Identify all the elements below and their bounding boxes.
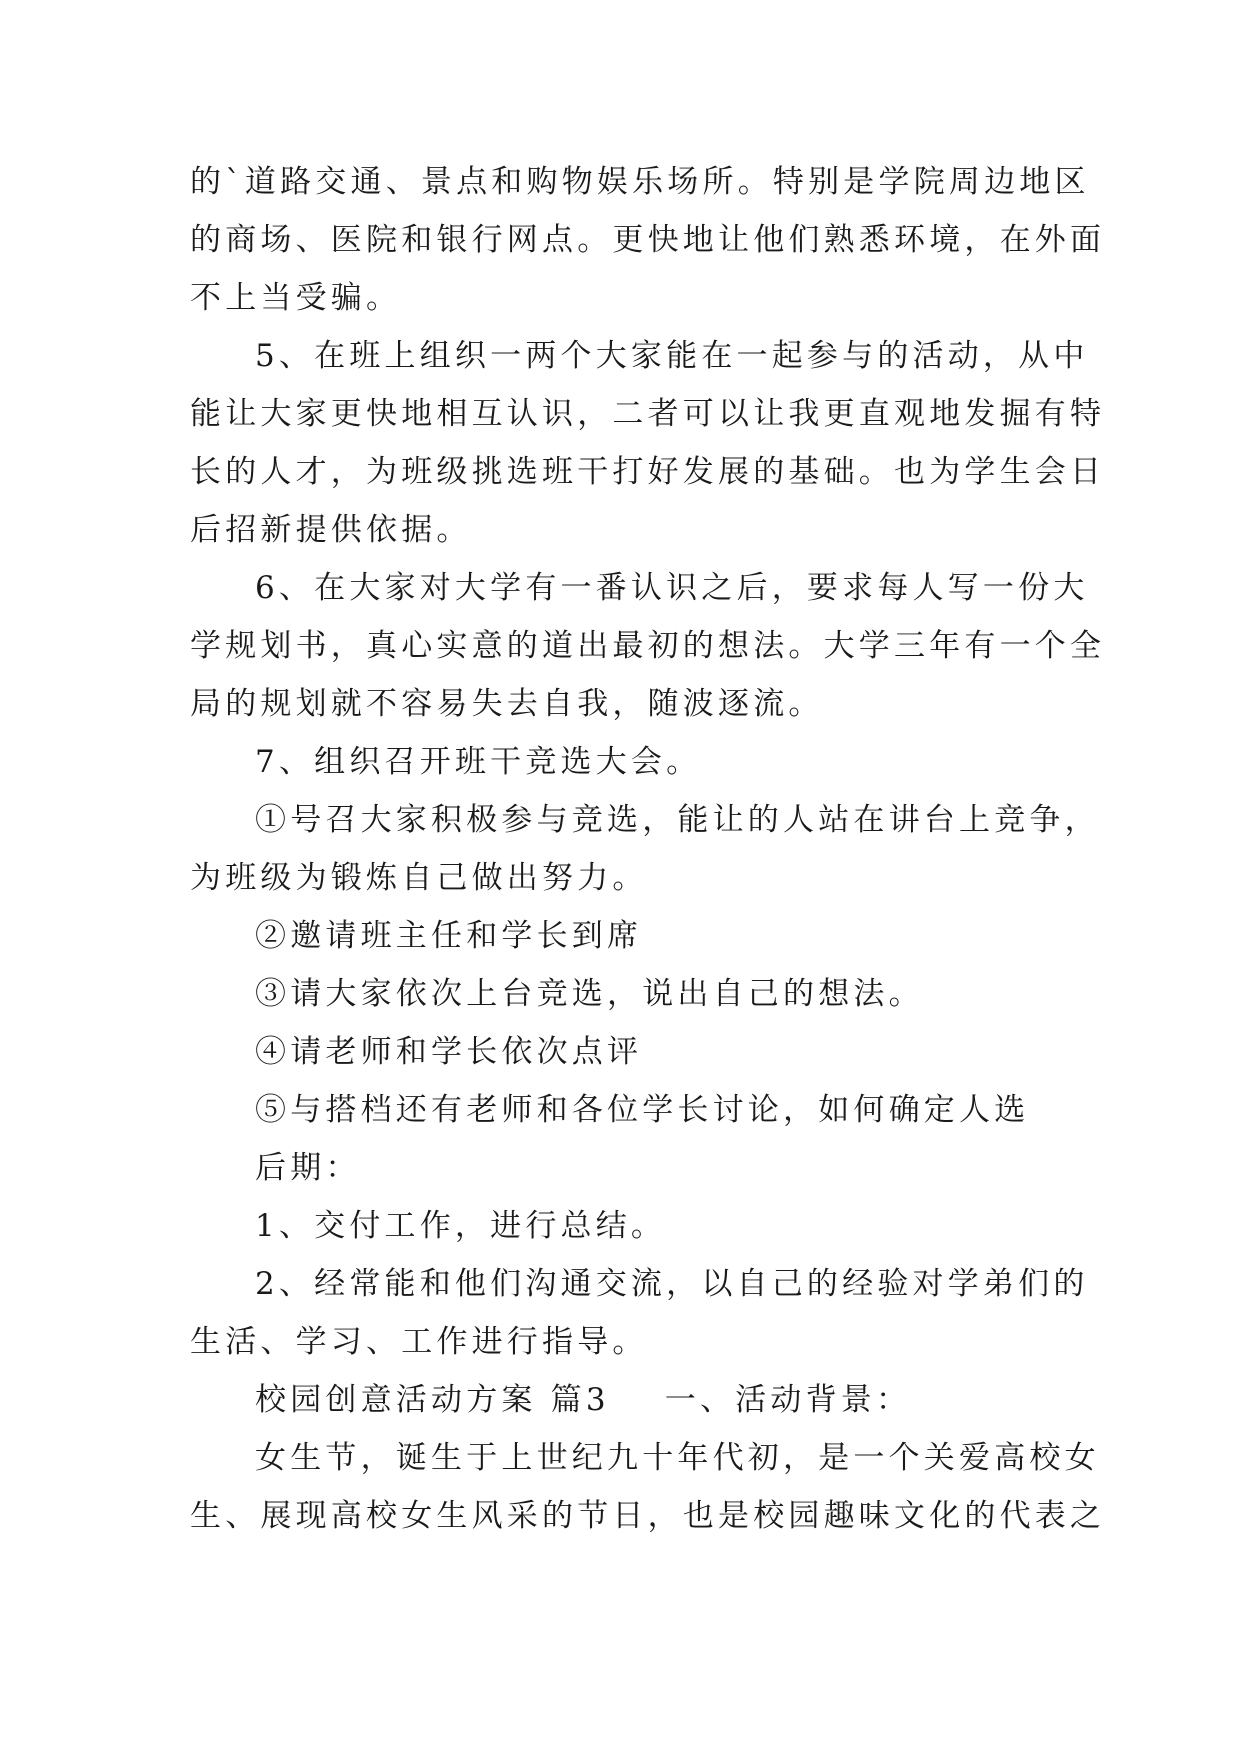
paragraph-line: 女生节，诞生于上世纪九十年代初，是一个关爱高校女 (255, 1440, 1100, 1476)
text-line: 不上当受骗。 (190, 280, 402, 316)
section-heading: 一、活动背景： (664, 1382, 912, 1418)
paragraph-line: 1、交付工作，进行总结。 (255, 1208, 667, 1244)
article-title: 校园创意活动方案 篇3 (255, 1382, 610, 1418)
text-line: 的`道路交通、景点和购物娱乐场所。特别是学院周边地区 (190, 164, 1090, 200)
text-line: 后招新提供依据。 (190, 512, 472, 548)
text-line: 生活、学习、工作进行指导。 (190, 1324, 648, 1360)
list-item-line: ①号召大家积极参与竞选，能让的人站在讲台上竞争， (255, 802, 1100, 838)
paragraph-line: 2、经常能和他们沟通交流，以自己的经验对学弟们的 (255, 1266, 1089, 1302)
text-line: 为班级为锻炼自己做出努力。 (190, 860, 648, 896)
text-line: 生、展现高校女生风采的节日，也是校园趣味文化的代表之 (190, 1498, 1106, 1534)
text-line: 学规划书，真心实意的道出最初的想法。大学三年有一个全 (190, 628, 1106, 664)
paragraph-line: 5、在班上组织一两个大家能在一起参与的活动，从中 (255, 338, 1089, 374)
list-item-line: ④请老师和学长依次点评 (255, 1034, 643, 1070)
list-item-line: ②邀请班主任和学长到席 (255, 918, 643, 954)
paragraph-line: 7、组织召开班干竞选大会。 (255, 744, 702, 780)
document-heading-line (255, 1380, 911, 1420)
list-item-line: ③请大家依次上台竞选，说出自己的想法。 (255, 976, 924, 1012)
text-line: 局的规划就不容易失去自我，随波逐流。 (190, 686, 824, 722)
list-item-line: ⑤与搭档还有老师和各位学长讨论，如何确定人选 (255, 1092, 1030, 1128)
text-line: 长的人才，为班级挑选班干打好发展的基础。也为学生会日 (190, 454, 1106, 490)
text-line: 的商场、医院和银行网点。更快地让他们熟悉环境，在外面 (190, 222, 1106, 258)
paragraph-line: 6、在大家对大学有一番认识之后，要求每人写一份大 (255, 570, 1089, 606)
text-line: 能让大家更快地相互认识，二者可以让我更直观地发掘有特 (190, 396, 1106, 432)
section-heading: 后期： (255, 1150, 361, 1186)
